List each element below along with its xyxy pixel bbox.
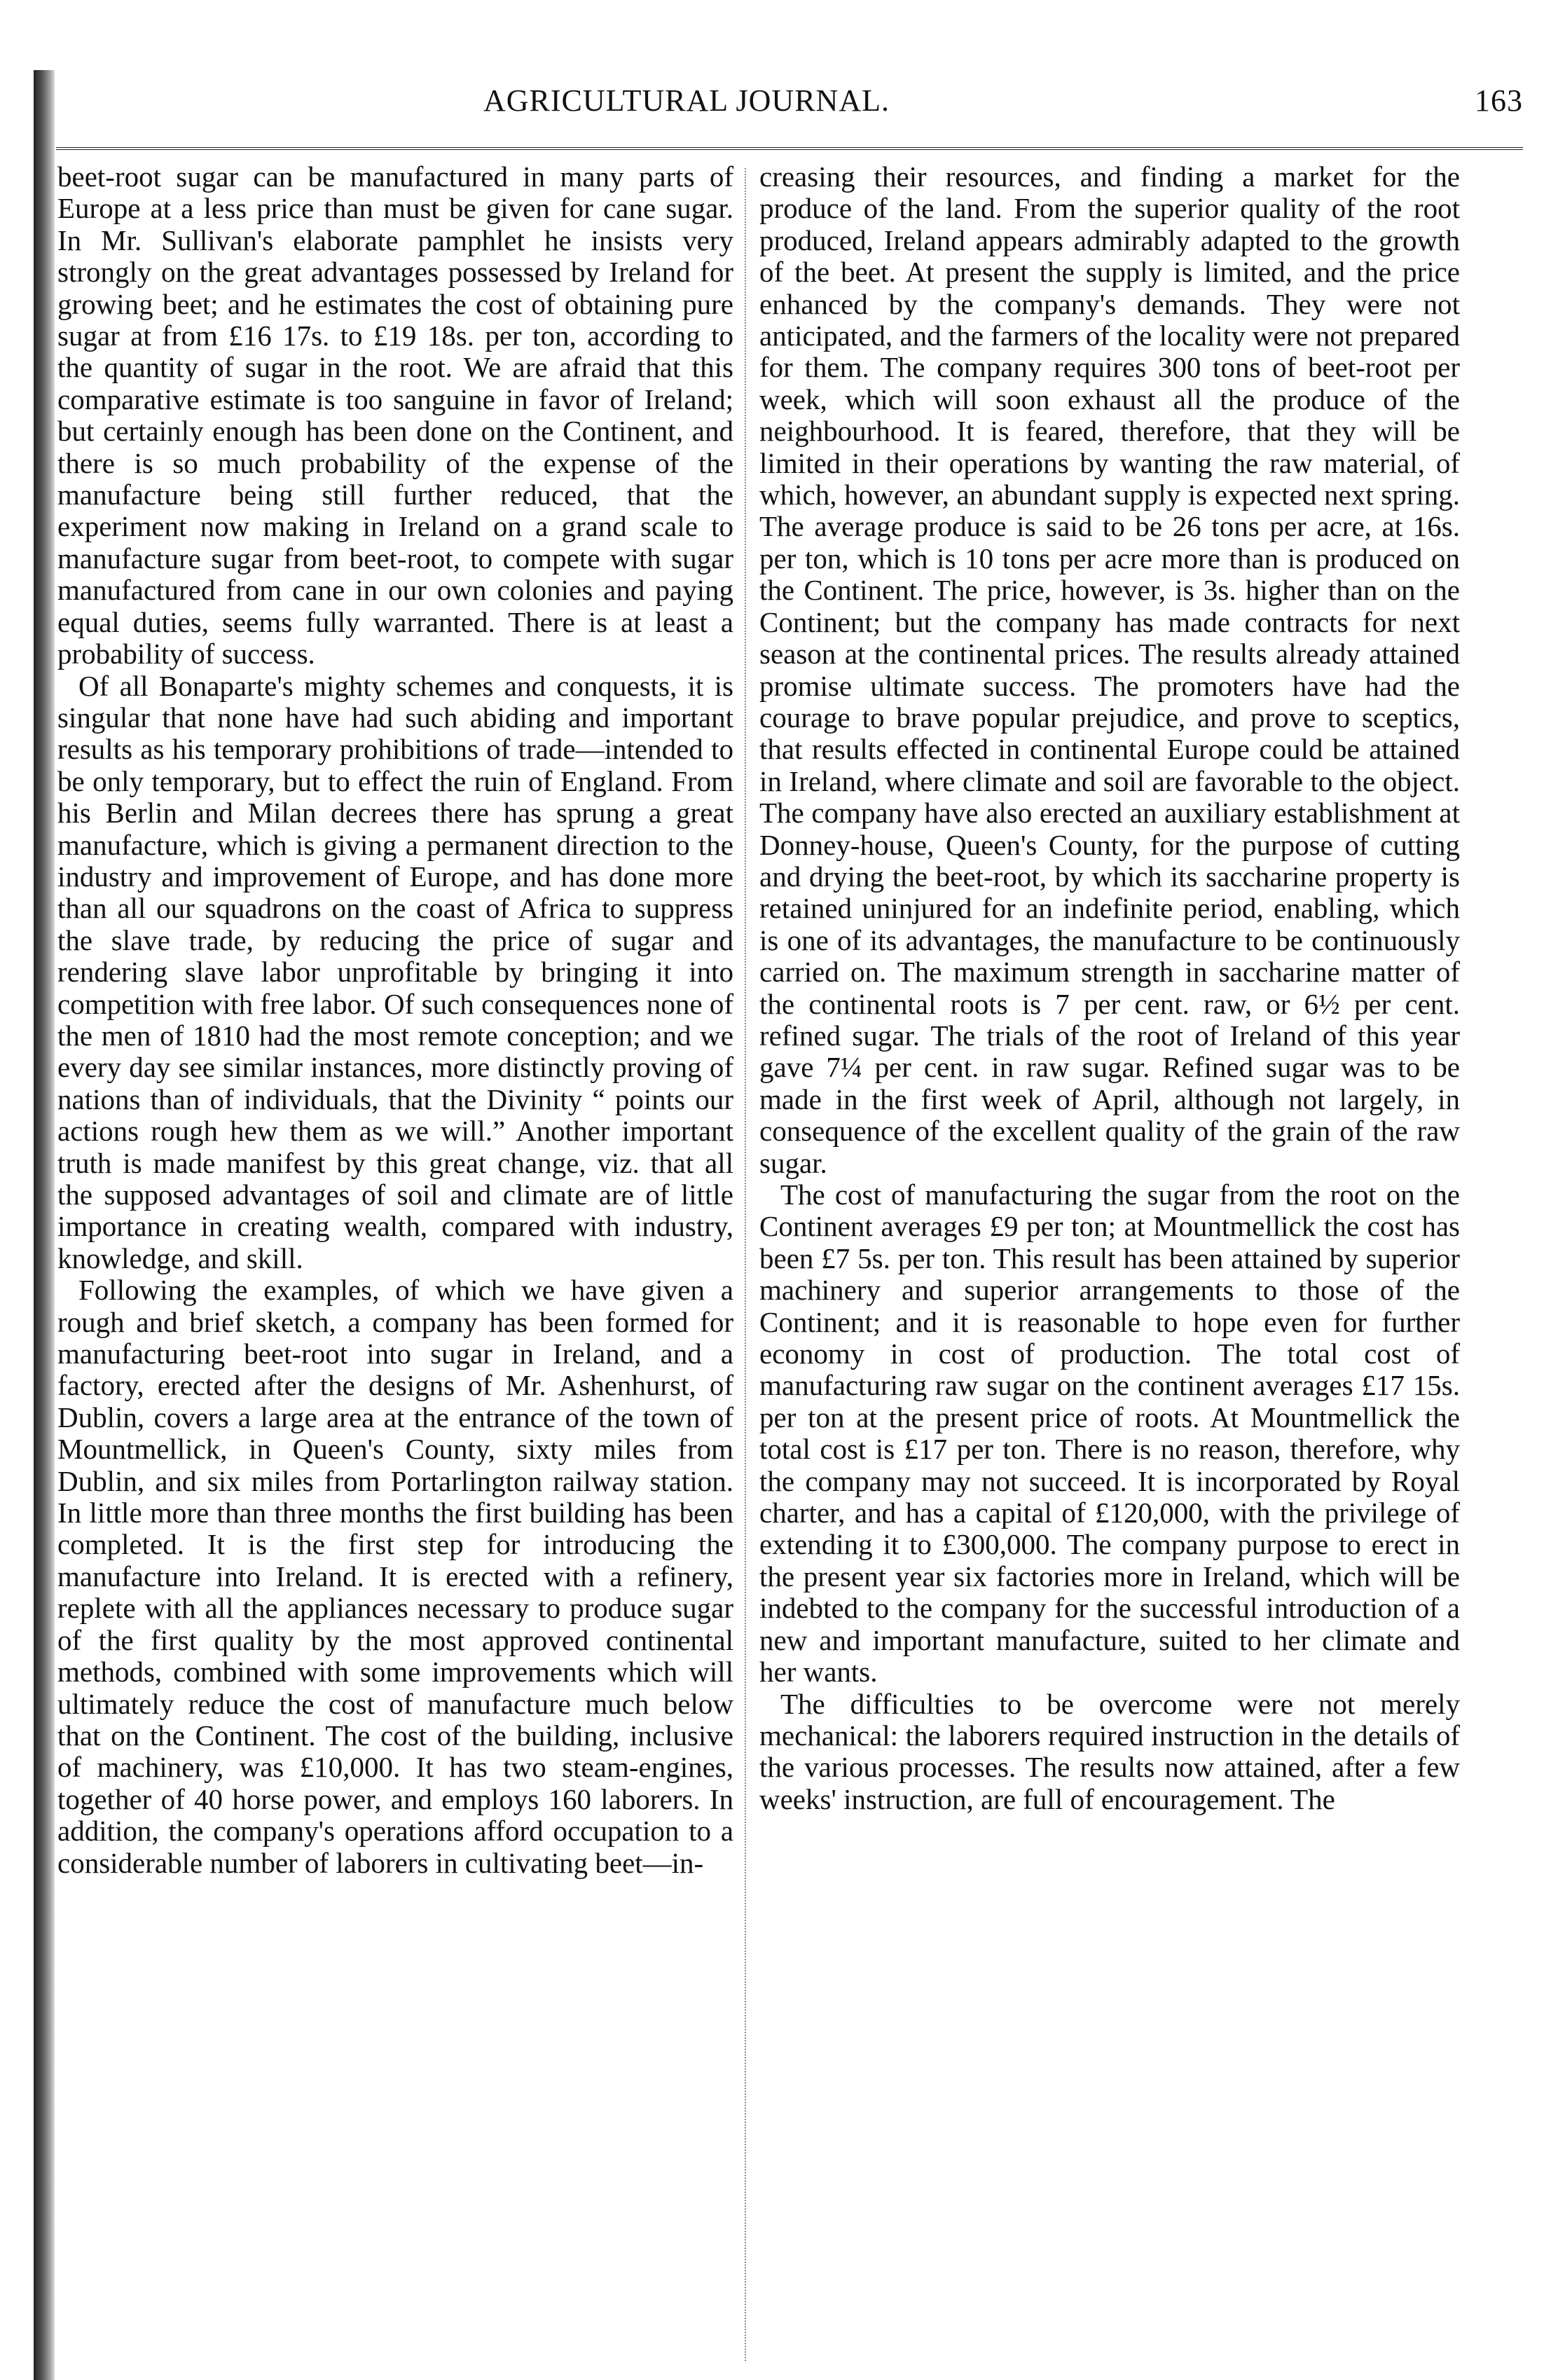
left-paragraph-2: Of all Bonaparte's mighty schemes and conquests, it is singular that none have had such abiding and important results as his temporary prohibitions of trade—intended to be only temporary, but to effect the ruin of England. From his Berlin and Milan decrees there has sprung a great manufacture, which is giving a permanent direction to the industry and improvement of Europe, and has done more than all our squadrons on the coast of Africa to suppress the slave trade, by reducing the price of sugar and rendering slave labor unprofitable by bringing it into competition with free labor. Of such consequences none of the men of 1810 had the most remote conception; and we every day see similar instances, more distinctly proving of nations than of individuals, that the Divinity “ points our actions rough hew them as we will.” Another important truth is made manifest by this great change, viz. that all the supposed advantages of soil and climate are of little importance in creating wealth, compared with industry, knowledge, and skill. bbox=[57, 669, 733, 1274]
page-binding-edge bbox=[34, 70, 55, 2380]
left-column bbox=[57, 161, 733, 1879]
left-paragraph-1: beet-root sugar can be manufactured in many parts of Europe at a less price than must be given for cane sugar. In Mr. Sullivan's elaborate pamphlet he insists very strongly on the great advantages possessed by Ireland for growing beet; and he estimates the cost of obtaining pure sugar at from £16 17s. to £19 18s. per ton, according to the quantity of sugar in the root. We are afraid that this comparative estimate is too sanguine in favor of Ireland; but certainly enough has been done on the Continent, and there is so much probability of the expense of the manufacture being still further reduced, that the experiment now making in Ireland on a grand scale to manufacture sugar from beet-root, to compete with sugar manufactured from cane in our own colonies and paying equal duties, seems fully warranted. There is at least a probability of success. bbox=[57, 160, 733, 670]
right-paragraph-3: The difficulties to be overcome were not merely mechanical: the laborers required instruction in the details of the various processes. The results now attained, after a few weeks' instruction, are full of encouragement. The bbox=[759, 1687, 1460, 1815]
right-paragraph-1: creasing their resources, and finding a market for the produce of the land. From the superior quality of the root produced, Ireland appears admirably adapted to the growth of the beet. At present the supply is limited, and the price enhanced by the company's demands. They were not anticipated, and the farmers of the locality were not prepared for them. The company requires 300 tons of beet-root per week, which will soon exhaust all the produce of the neighbourhood. It is feared, therefore, that they will be limited in their operations by wanting the raw material, of which, however, an abundant supply is expected next spring. The average produce is said to be 26 tons per acre, at 16s. per ton, which is 10 tons per acre more than is produced on the Continent. The price, however, is 3s. higher than on the Continent; but the company has made contracts for next season at the continental prices. The results already attained promise ultimate success. The promoters have had the courage to brave popular prejudice, and prove to sceptics, that results effected in continental Europe could be attained in Ireland, where climate and soil are favorable to the object. The company have also erected an auxiliary establishment at Donney-house, Queen's County, for the purpose of cutting and drying the beet-root, by which its saccharine property is retained uninjured for an indefinite period, enabling, which is one of its advantages, the manufacture to be continuously carried on. The maximum strength in saccharine matter of the continental roots is 7 per cent. raw, or 6½ per cent. refined sugar. The trials of the root of Ireland of this year gave 7¼ per cent. in raw sugar. Refined sugar was to be made in the first week of April, although not largely, in consequence of the excellent quality of the grain of the raw sugar. bbox=[759, 160, 1460, 1179]
column-divider bbox=[745, 168, 746, 2361]
running-header bbox=[483, 83, 1523, 132]
right-paragraph-2: The cost of manufacturing the sugar from the root on the Continent averages £9 per ton; at Mountmellick the cost has been £7 5s. per ton. This result has been attained by superior machinery and superior arrangements to those of the Continent; and it is reasonable to hope even for further economy in cost of production. The total cost of manufacturing raw sugar on the continent averages £17 15s. per ton at the present price of roots. At Mountmellick the total cost is £17 per ton. There is no reason, therefore, why the company may not succeed. It is incorporated by Royal charter, and has a capital of £120,000, with the privilege of extending it to £300,000. The company purpose to erect in the present year six factories more in Ireland, which will be indebted to the company for the successful introduction of a new and important manufacture, suited to her climate and her wants. bbox=[759, 1178, 1460, 1688]
page-number: 163 bbox=[1475, 83, 1523, 118]
left-paragraph-3: Following the examples, of which we have given a rough and brief sketch, a company has been formed for manufacturing beet-root into sugar in Ireland, and a factory, erected after the designs of Mr. Ashenhurst, of Dublin, covers a large area at the entrance of the town of Mountmellick, in Queen's County, sixty miles from Dublin, and six miles from Portarlington railway station. In little more than three months the first building has been completed. It is the first step for introducing the manufacture into Ireland. It is erected with a refinery, replete with all the appliances necessary to produce sugar of the first quality by the most approved continental methods, combined with some improvements which will ultimately reduce the cost of manufacture much below that on the Continent. The cost of the building, inclusive of machinery, was £10,000. It has two steam-engines, together of 40 horse power, and employs 160 laborers. In addition, the company's operations afford occupation to a considerable number of laborers in cultivating beet—in- bbox=[57, 1274, 733, 1879]
header-rule bbox=[56, 147, 1523, 154]
journal-title: AGRICULTURAL JOURNAL. bbox=[483, 83, 890, 118]
right-column bbox=[759, 161, 1460, 1815]
